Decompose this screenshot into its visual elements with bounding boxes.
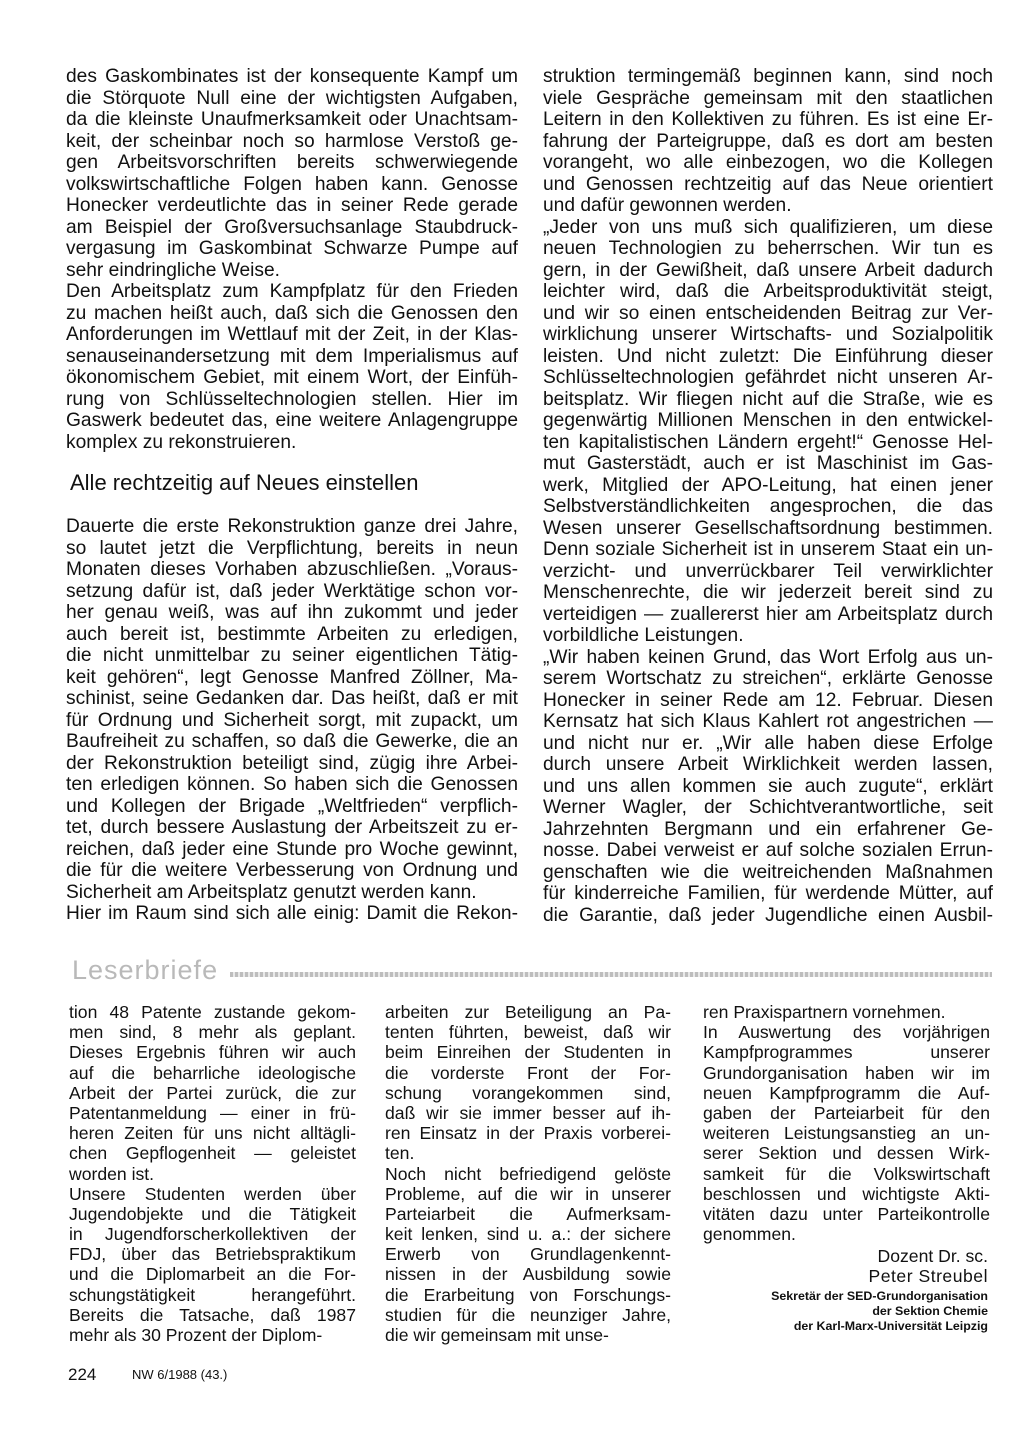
text-line: FDJ, über das Betriebspraktikum (69, 1244, 356, 1265)
text-line: beschlossen und wichtigste Akti- (703, 1183, 990, 1204)
text-line: und uns allen kommen sie auch zugute“, erklärt (543, 775, 993, 797)
letter-column-3 (703, 1002, 990, 1244)
text-line: Jahrzehnten Bergmann und ein erfahrener Ge- (543, 818, 993, 840)
text-line: die für die weitere Verbesserung von Ordnung und (66, 860, 518, 881)
text-line: Denn soziale Sicherheit ist in unserem Staat ein un- (543, 539, 993, 560)
letter-column-1 (69, 1002, 356, 1345)
text-line: viele Gespräche gemeinsam mit den staatlichen (543, 87, 993, 109)
text-line: volkswirtschaftliche Folgen haben kann. Genosse (66, 173, 518, 195)
text-line: Baufreiheit zu schaffen, so daß die Gewerke, die an (66, 731, 518, 752)
banner-label: Leserbriefe (72, 955, 219, 985)
text-line: Werner Wagler, der Schichtverantwortliche, seit (543, 797, 993, 818)
text-line: da die kleinste Unaufmerksamkeit oder Unachtsam- (66, 109, 518, 130)
text-line: komplex zu rekonstruieren. (66, 431, 297, 453)
text-line: In Auswertung des vorjährigen (703, 1022, 990, 1043)
text-line: ren Praxispartnern vornehmen. (703, 1002, 946, 1022)
text-line: Bereits die Tatsache, daß 1987 (69, 1304, 356, 1325)
text-line: wirklichung unserer Wirtschafts- und Sozialpolitik (543, 324, 993, 345)
article-column-left-top (66, 66, 518, 453)
text-line: vorbildliche Leistungen. (543, 625, 744, 646)
text-line: leichter wird, daß die Arbeitsproduktivität steigt, (543, 281, 993, 302)
text-line: gaben der Parteiarbeit für den (703, 1102, 990, 1123)
text-line: Grundorganisation haben wir im (703, 1062, 990, 1083)
text-line: Sicherheit am Arbeitsplatz genutzt werden kann. (66, 881, 477, 903)
text-line: ten erledigen können. So haben sich die Genossen (66, 774, 518, 795)
text-line: in Jugendforscherkollektiven der (69, 1224, 356, 1245)
text-line: samkeit für die Volkswirtschaft (703, 1163, 990, 1184)
text-line: Kampfprogrammes unserer (703, 1042, 990, 1063)
text-line: der Rekonstruktion beteiligt sind, zügig ihre Arbei- (66, 752, 518, 774)
text-line: auch bereit ist, bestimmte Arbeiten zu erledigen, (66, 623, 518, 645)
text-line: worden ist. (69, 1163, 155, 1184)
text-line: Parteiarbeit die Aufmerksam- (385, 1203, 671, 1224)
text-line: studien für die neunziger Jahre, (385, 1304, 671, 1325)
text-line: und Genossen rechtzeitig auf das Neue orientiert (543, 173, 993, 195)
text-line: Kernsatz hat sich Klaus Kahlert rot angestrichen — (543, 711, 993, 732)
text-line: die Garantie, daß jeder Jugendliche einen Ausbil- (543, 904, 993, 926)
text-line: für kinderreiche Familien, für werdende Mütter, auf (543, 883, 993, 904)
text-line: mut Gasterstädt, auch er ist Maschinist im Gas- (543, 453, 993, 474)
text-line: für Ordnung und Sicherheit sorgt, mit zupackt, um (66, 709, 518, 731)
text-line: vergasung im Gaskombinat Schwarze Pumpe auf (66, 238, 518, 259)
text-line: keit lenken, sind u. a.: der sichere (385, 1224, 671, 1245)
text-line: durch unsere Arbeit Wirklichkeit werden lassen, (543, 754, 993, 775)
text-line: vorangeht, wo alle einbezogen, wo die Kollegen (543, 152, 993, 173)
text-line: genschaften wie die weitreichenden Maßnahmen (543, 861, 993, 883)
text-line: und wir so einen entscheidenden Beitrag zur Ver- (543, 302, 993, 324)
text-line: Jugendobjekte und die Tätigkeit (69, 1203, 356, 1224)
text-line: des Gaskombinates ist der konsequente Kampf um (66, 66, 518, 87)
text-line: rung von Schlüsseltechnologien stellen. Hier im (66, 388, 518, 410)
text-line: genommen. (703, 1224, 796, 1245)
text-line: Wesen unserer Gesellschaftsordnung bestimmen. (543, 517, 993, 539)
text-line: Patentanmeldung — einer in frü- (69, 1102, 356, 1123)
text-line: die vorderste Front der For- (385, 1062, 671, 1083)
text-line: struktion termingemäß beginnen kann, sind noch (543, 66, 993, 87)
signature-name: Peter Streubel (868, 1266, 988, 1286)
text-line: her genau weiß, was auf ihn zukommt und jeder (66, 602, 518, 623)
text-line: mehr als 30 Prozent der Diplom- (69, 1325, 323, 1345)
text-line: Selbstverständlichkeiten angesprochen, die das (543, 496, 993, 517)
text-line: serem Wortschatz zu streichen“, erklärte Genosse (543, 668, 993, 689)
text-line: nosse. Dabei verweist er auf solche sozialen Errun- (543, 840, 993, 861)
text-line: nissen in der Ausbildung sowie (385, 1264, 671, 1285)
text-line: leisten. Und nicht zuletzt: Die Einführung dieser (543, 345, 993, 367)
text-line: Den Arbeitsplatz zum Kampfplatz für den Frieden (66, 281, 518, 302)
text-line: neuen Technologien zu beherrschen. Wir tun es (543, 238, 993, 259)
banner-rule (230, 972, 992, 977)
text-line: und die Diplomarbeit an die For- (69, 1264, 356, 1285)
article-column-left-bottom (66, 516, 518, 925)
text-line: neuen Kampfprogramm die Auf- (703, 1082, 990, 1103)
text-line: Gaswerk bedeutet das, eine weitere Anlagengruppe (66, 410, 518, 431)
text-line: gen Arbeitsvorschriften bereits schwerwiegende (66, 152, 518, 173)
text-line: weiteren Leistungsanstieg an un- (703, 1123, 990, 1144)
text-line: keit gehören“, legt Genosse Manfred Zöllner, Ma- (66, 666, 518, 688)
text-line: keit, der scheinbar noch so harmlose Verstoß ge- (66, 130, 518, 152)
text-line: Leitern in den Kollektiven zu führen. Es ist eine Er- (543, 109, 993, 130)
text-line: werk, Mitglied der APO-Leitung, hat einen jener (543, 474, 993, 496)
text-line: gern, in der Gewißheit, daß unsere Arbeit dadurch (543, 259, 993, 281)
text-line: vitäten dazu unter Parteikontrolle (703, 1203, 990, 1224)
text-line: „Jeder von uns muß sich qualifizieren, um diese (543, 216, 993, 238)
text-line: Dieses Ergebnis führen wir auch (69, 1042, 356, 1063)
text-line: tion 48 Patente zustande gekom- (69, 1002, 356, 1022)
leserbriefe-banner (72, 955, 992, 987)
text-line: und dafür gewonnen werden. (543, 195, 792, 216)
text-line: senauseinandersetzung mit dem Imperialismus auf (66, 345, 518, 367)
text-line: ten kapitalistischen Ländern ergeht!“ Genosse Hel- (543, 431, 993, 453)
text-line: die wir gemeinsam mit unse- (385, 1325, 609, 1345)
text-line: daß wir sie immer besser auf ih- (385, 1102, 671, 1123)
text-line: Honecker in seiner Rede am 12. Februar. Diesen (543, 689, 993, 711)
signature-title: Dozent Dr. sc. (877, 1246, 988, 1266)
text-line: beim Einreihen der Studenten in (385, 1042, 671, 1063)
text-line: Schlüsseltechnologien gefährdet nicht unseren Ar- (543, 367, 993, 388)
text-line: men sind, 8 mehr als geplant. (69, 1022, 356, 1043)
text-line: am Beispiel der Großversuchsanlage Staubdruck- (66, 216, 518, 238)
text-line: ren Einsatz in der Praxis vorberei- (385, 1123, 671, 1144)
text-line: gegenwärtig Millionen Menschen in den entwickel- (543, 410, 993, 431)
text-line: verteidigen — zuallererst hier am Arbeitsplatz durch (543, 603, 993, 625)
text-line: verzicht- und unverrückbarer Teil verwirklichter (543, 560, 993, 582)
text-line: Hier im Raum sind sich alle einig: Damit die Rekon- (66, 903, 518, 924)
signature-role-line: Sekretär der SED-Grundorganisation (771, 1289, 988, 1303)
text-line: Menschenrechte, die wir jederzeit bereit sind zu (543, 582, 993, 603)
text-line: Anforderungen im Wettlauf mit der Zeit, in der Klas- (66, 324, 518, 345)
text-line: setzung dafür ist, daß jeder Werktätige schon vor- (66, 580, 518, 602)
text-line: „Wir haben keinen Grund, das Wort Erfolg aus un- (543, 646, 993, 668)
text-line: heren Zeiten für uns nicht alltägli- (69, 1123, 356, 1144)
text-line: Erwerb von Grundlagenkennt- (385, 1244, 671, 1265)
text-line: Dauerte die erste Rekonstruktion ganze drei Jahre, (66, 516, 518, 537)
text-line: ökonomischem Gebiet, mit einem Wort, der Einfüh- (66, 367, 518, 388)
page-number: 224 (68, 1365, 97, 1384)
text-line: arbeiten zur Beteiligung an Pa- (385, 1002, 671, 1022)
text-line: tet, durch bessere Auslastung der Arbeitszeit zu er- (66, 817, 518, 838)
text-line: Unsere Studenten werden über (69, 1183, 356, 1204)
text-line: sehr eindringliche Weise. (66, 259, 281, 281)
issue-label: NW 6/1988 (43.) (132, 1367, 228, 1382)
text-line: tenten führten, beweist, daß wir (385, 1022, 671, 1043)
text-line: auf die beharrliche ideologische (69, 1062, 356, 1083)
letter-column-2 (385, 1002, 671, 1345)
text-line: schinist, seine Gedanken dar. Das heißt, daß er mit (66, 688, 518, 709)
text-line: die Erarbeitung von Forschungs- (385, 1284, 671, 1305)
text-line: reichen, daß jeder eine Stunde pro Woche gewinnt, (66, 838, 518, 860)
text-line: fahrung der Parteigruppe, daß es dort am besten (543, 130, 993, 152)
text-line: und nicht nur er. „Wir alle haben diese Erfolge (543, 732, 993, 754)
text-line: chen Gepflogenheit — geleistet (69, 1143, 356, 1164)
text-line: ten. (385, 1143, 415, 1164)
text-line: so lautet jetzt die Verpflichtung, bereits in neun (66, 537, 518, 559)
text-line: beitsplatz. Wir fliegen nicht auf die Straße, wie es (543, 388, 993, 410)
text-line: Monaten dieses Vorhaben abzuschließen. „Voraus- (66, 559, 518, 580)
text-line: schungstätigkeit herangeführt. (69, 1284, 356, 1305)
text-line: serer Sektion und dessen Wirk- (703, 1143, 990, 1164)
text-line: Honecker verdeutlichte das in seiner Rede gerade (66, 195, 518, 216)
text-line: Noch nicht befriedigend gelöste (385, 1163, 671, 1184)
text-line: die nicht unmittelbar zu seiner eigentlichen Tätig- (66, 645, 518, 666)
text-line: Arbeit der Partei zurück, die zur (69, 1082, 356, 1103)
section-heading: Alle rechtzeitig auf Neues einstellen (70, 470, 419, 495)
article-column-right (543, 66, 993, 926)
signature-role-line: der Sektion Chemie (872, 1304, 988, 1318)
text-line: und Kollegen der Brigade „Weltfrieden“ verpflich- (66, 795, 518, 817)
text-line: schung vorangekommen sind, (385, 1082, 671, 1103)
text-line: die Störquote Null eine der wichtigsten Aufgaben, (66, 87, 518, 109)
signature-role-line: der Karl-Marx-Universität Leipzig (793, 1319, 988, 1333)
text-line: Probleme, auf die wir in unserer (385, 1183, 671, 1204)
text-line: zu machen heißt auch, daß sich die Genossen den (66, 302, 518, 324)
